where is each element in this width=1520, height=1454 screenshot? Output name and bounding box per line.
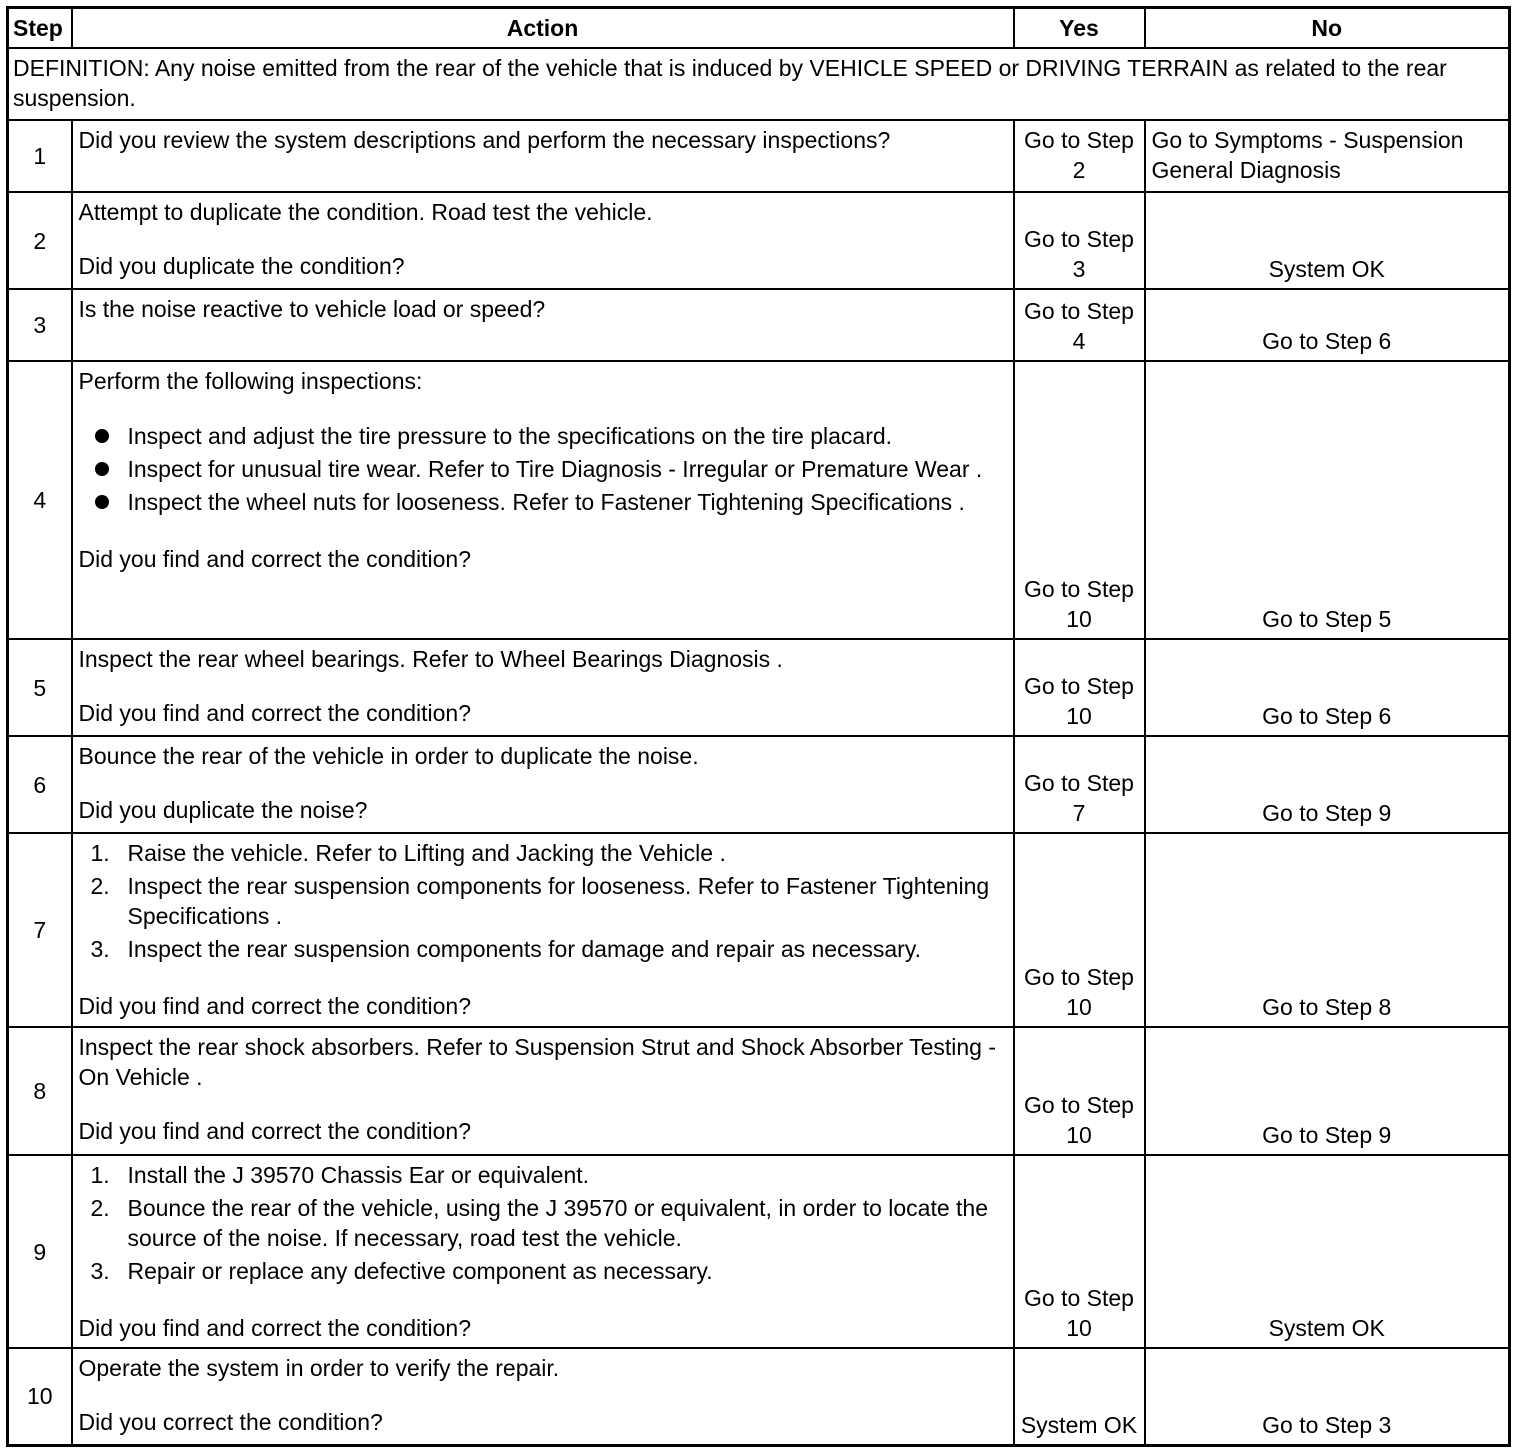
- list-item: Inspect the wheel nuts for looseness. Refer to Fastener Tightening Specifications .: [79, 487, 1007, 517]
- yes-cell: Go to Step 10: [1014, 361, 1145, 639]
- table-row: [8, 289, 1510, 361]
- action-cell: [72, 736, 1014, 833]
- header-row: [8, 8, 1510, 49]
- action-intro: Inspect the rear shock absorbers. Refer to Suspension Strut and Shock Absorber Testing - On Vehicle .: [78, 1034, 997, 1090]
- action-intro: Attempt to duplicate the condition. Road test the vehicle.: [78, 199, 653, 225]
- list-item: 2. Bounce the rear of the vehicle, using the J 39570 or equivalent, in order to locate the source of the noise. If necessary, road test the vehicle.: [90, 1195, 989, 1251]
- step-number: 9: [8, 1155, 72, 1348]
- action-cell: [72, 1027, 1014, 1155]
- no-cell: Go to Step 6: [1145, 639, 1510, 736]
- table-row: [8, 120, 1510, 192]
- list-item: 2. Inspect the rear suspension components for looseness. Refer to Fastener Tightening Specifications .: [90, 873, 990, 929]
- action-cell: [72, 833, 1014, 1027]
- no-cell: Go to Step 5: [1145, 361, 1510, 639]
- procedure-list: [79, 1160, 1007, 1286]
- action-question: Did you find and correct the condition?: [78, 546, 472, 572]
- action-question: Did you correct the condition?: [78, 1409, 383, 1435]
- step-number: 4: [8, 361, 72, 639]
- no-cell: Go to Step 9: [1145, 1027, 1510, 1155]
- action-cell: [72, 361, 1014, 639]
- yes-cell: Go to Step 10: [1014, 1155, 1145, 1348]
- list-item: Inspect and adjust the tire pressure to the specifications on the tire placard.: [79, 421, 1007, 451]
- header-no: No: [1145, 8, 1510, 49]
- yes-cell: Go to Step 7: [1014, 736, 1145, 833]
- step-number: 6: [8, 736, 72, 833]
- table-row: [8, 1155, 1510, 1348]
- no-cell: System OK: [1145, 1155, 1510, 1348]
- action-cell: [72, 639, 1014, 736]
- action-cell: [72, 1348, 1014, 1445]
- header-action: Action: [72, 8, 1014, 49]
- step-number: 10: [8, 1348, 72, 1445]
- action-intro: Operate the system in order to verify the repair.: [78, 1355, 560, 1381]
- header-yes: Yes: [1014, 8, 1145, 49]
- action-question: Did you find and correct the condition?: [78, 993, 472, 1019]
- no-cell: Go to Symptoms - Suspension General Diagnosis: [1145, 120, 1510, 192]
- bullet-icon: [95, 429, 109, 443]
- step-number: 3: [8, 289, 72, 361]
- action-cell: [72, 289, 1014, 361]
- list-item: 1. Install the J 39570 Chassis Ear or equivalent.: [90, 1162, 590, 1188]
- list-item: 1. Raise the vehicle. Refer to Lifting and Jacking the Vehicle .: [90, 840, 726, 866]
- definition-text: DEFINITION: Any noise emitted from the rear of the vehicle that is induced by VEHICLE SPEED or DRIVING TERRAIN as related to the rear suspension.: [8, 48, 1510, 120]
- yes-cell: System OK: [1014, 1348, 1145, 1445]
- action-question: Did you find and correct the condition?: [78, 1118, 472, 1144]
- action-question: Did you find and correct the condition?: [78, 1315, 472, 1341]
- action-question: Did you review the system descriptions and perform the necessary inspections?: [78, 127, 891, 153]
- table-row: [8, 736, 1510, 833]
- no-cell: Go to Step 3: [1145, 1348, 1510, 1445]
- diagnostic-table: [6, 6, 1511, 1447]
- yes-cell: Go to Step 10: [1014, 833, 1145, 1027]
- action-question: Did you duplicate the noise?: [78, 797, 368, 823]
- list-item: 3. Repair or replace any defective component as necessary.: [90, 1258, 713, 1284]
- step-number: 1: [8, 120, 72, 192]
- inspection-list: [79, 421, 1007, 517]
- yes-cell: Go to Step 10: [1014, 639, 1145, 736]
- yes-cell: Go to Step 3: [1014, 192, 1145, 289]
- table-row: [8, 361, 1510, 639]
- action-cell: [72, 192, 1014, 289]
- step-number: 2: [8, 192, 72, 289]
- header-step: Step: [8, 8, 72, 49]
- action-intro: Perform the following inspections:: [78, 368, 423, 394]
- action-intro: Inspect the rear wheel bearings. Refer to Wheel Bearings Diagnosis .: [78, 646, 783, 672]
- step-number: 8: [8, 1027, 72, 1155]
- action-intro: Bounce the rear of the vehicle in order to duplicate the noise.: [78, 743, 699, 769]
- yes-cell: Go to Step 4: [1014, 289, 1145, 361]
- table-row: [8, 833, 1510, 1027]
- table-row: [8, 639, 1510, 736]
- bullet-icon: [95, 495, 109, 509]
- action-cell: [72, 120, 1014, 192]
- step-number: 7: [8, 833, 72, 1027]
- action-question: Did you duplicate the condition?: [78, 253, 405, 279]
- action-question: Is the noise reactive to vehicle load or speed?: [78, 296, 546, 322]
- definition-row: [8, 48, 1510, 120]
- table-row: [8, 1027, 1510, 1155]
- list-item: Inspect for unusual tire wear. Refer to Tire Diagnosis - Irregular or Premature Wear .: [79, 454, 1007, 484]
- no-cell: Go to Step 9: [1145, 736, 1510, 833]
- yes-cell: Go to Step 2: [1014, 120, 1145, 192]
- table-row: [8, 192, 1510, 289]
- bullet-icon: [95, 462, 109, 476]
- yes-cell: Go to Step 10: [1014, 1027, 1145, 1155]
- no-cell: Go to Step 6: [1145, 289, 1510, 361]
- table-row: [8, 1348, 1510, 1445]
- procedure-list: [79, 838, 1007, 964]
- step-number: 5: [8, 639, 72, 736]
- list-item: 3. Inspect the rear suspension components for damage and repair as necessary.: [90, 936, 922, 962]
- no-cell: System OK: [1145, 192, 1510, 289]
- action-cell: [72, 1155, 1014, 1348]
- no-cell: Go to Step 8: [1145, 833, 1510, 1027]
- action-question: Did you find and correct the condition?: [78, 700, 472, 726]
